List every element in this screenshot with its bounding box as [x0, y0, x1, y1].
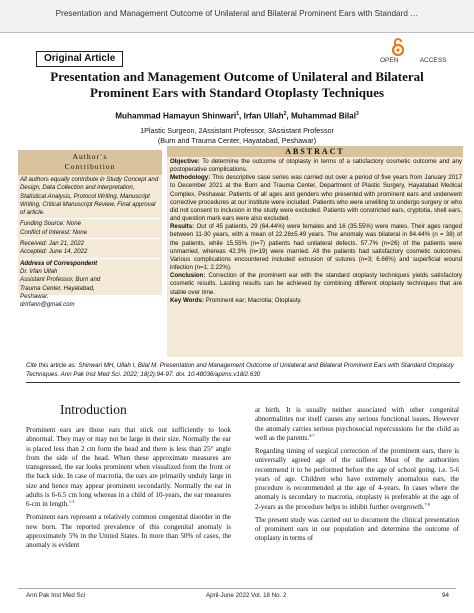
paragraph: Prominent ears are those ears that stick out sufficiently to look abnormal. They may or may not be large in their size. Normally the ear is placed less than 2 cm form the head and there is less than 25° angle from the side of the head. When these approximate measures are transgressed, the ear looks prominent when visualized from the front or the back side. In case of macrotia, the ears are primarily unduly large in size and hence may appear prominent secondarily. Normally the ear in adults is 6-6.5 cm long whereas in a child of 10-years, the ear measures 6-cm in length.$^{1-3}$	[26, 426, 231, 508]
divider	[26, 382, 460, 383]
correspondent-email[interactable]: drirfann@gmail.com	[20, 301, 75, 309]
paragraph: The present study was carried out to document the clinical presentation of prominent ears in our population and determine the outcome of otoplasty in terms of	[255, 515, 459, 543]
abstract-text: Objective: To determine the outcome of otoplasty in terms of a satisfactory cosmetic outcome and any postoperative complications. Methodology: This descriptive case series was carried out over a period of five years from January 2017 to December 2021 at the Burn and Trauma Center, Department of Plastic Surgery, Hayatabad Medical Complex, Peshawar. Patients of all ages and genders who presented with prominent ears and underwent corrective procedures at our institute were included. Patients who were unwilling to undergo surgery or who did not consent to inclusion in the study were excluded. Patients with constricted ears, cryptotia, shell ears, and question mark ears were also excluded. Results: Out of 45 patients, 29 (64.44%) were females and 16 (35.55%) were males. Their ages ranged between 11-30 years, with a mean of 22.28±5.49 years. The anomaly was bilateral in 84.44% (n = 38) of the patients, while 15.55% (n=7) patients had unilateral defects. 57.7% (n=26) of the patients were unmarried, whereas 42.3% (n=19) were married. All the patients had satisfactory cosmetic outcomes. Various complications encountered included extrusion of sutures (n=3; 6.66%) and superficial wound infection (n=1; 2.22%). Conclusion: Correction of the prominent ear with the standard otoplasty techniques yields satisfactory cosmetic results. Lasting results can be achieved by combining different otoplasty techniques that are stable over time. Key Words: Prominent ear; Macrotia; Otoplasty.	[170, 158, 463, 304]
article-title: Presentation and Management Outcome of Unilateral and Bilateral Prominent Ears with Standard Otoplasty Techniques	[50, 69, 424, 100]
article-type-badge: Original Article	[36, 51, 123, 67]
open-access-icon	[391, 38, 405, 56]
affiliation: 1Plastic Surgeon, 2Assistant Professor, 3Assistant Professor (Burn and Trauma Center, Hayatabad, Peshawar)	[140, 126, 334, 145]
footer-journal: Ann Pak Inst Med Sci	[26, 592, 86, 599]
paragraph: at birth. It is usually neither associated with other congenital abnormalities nor itself causes any serious functional issues. However the anomaly carries serious psychosocial repercussions for the child as well as the parents.$^{4-7}$	[255, 406, 459, 442]
running-title: Presentation and Management Outcome of Unilateral and Bilateral Prominent Ears with Standard …	[55, 9, 419, 18]
body-column-left	[26, 426, 231, 554]
author-name: Irfan Ullah	[243, 111, 284, 121]
page-number: 94	[442, 592, 449, 599]
author-name: Muhammad Hamayun Shinwari	[115, 111, 237, 121]
footer-issue: April-June 2022 Vol. 18 No. 2	[206, 592, 287, 599]
contribution-heading: Author`s Contribution	[18, 150, 162, 175]
open-access-label: OPEN ACCESS	[380, 57, 447, 64]
footer-rule	[18, 588, 456, 589]
author-name: Muhammad Bilal	[290, 111, 357, 121]
sidebar-content: All authors equally contribute in Study Concept and Design, Data Collection and interpretation, Statistical Analysis, Protocol Writing, Manuscript Writing, Critical Manuscript Review, Final approval of article. Funding Source: None Conflict of Interest: None Received: Jan 21, 2022 Accepted: June 14, 2022 Address of Correspondent Dr. Irfan Ullah Assistant Professor, Burn and Trauma Center, Hayatabad, Peshawar. drirfann@gmail.com	[20, 176, 159, 309]
funding-source: Funding Source: None	[20, 220, 81, 228]
paragraph: Regarding timing of surgical correction of the prominent ears, there is universally agreed age of the sufferer. Most of the authorities recommend it to be performed before the age of school going. i.e. 5-6 years of age. Children who have extremely anomalous ears, the procedure is recommended at the age of 4-years. In cases where the anomaly is secondary to macrotia, otoplasty is preferable at the age of 2-years as the procedure helps to inhibit further overgrowth.$^{7-9}$	[255, 447, 459, 511]
correspondent-heading: Address of Correspondent	[20, 259, 98, 267]
paragraph: Prominent ears represent a relatively common congenital disorder in the new born. The reported prevalence of this congenital anomaly is approximately 5% in the United States. In more than 50% of cases, the anomaly is evident	[26, 513, 231, 549]
section-heading-introduction: Introduction	[60, 402, 127, 417]
accepted-date: Accepted: June 14, 2022	[20, 248, 88, 256]
received-date: Received: Jan 21, 2022	[20, 240, 85, 248]
abstract-heading: ABSTRACT	[167, 146, 463, 157]
author-list: Muhammad Hamayun Shinwari$^1$, Irfan Ullah$^2$, Muhammad Bilal$^3$	[115, 111, 359, 121]
conflict-of-interest: Conflict of Interest: None	[20, 228, 88, 236]
body-column-right	[255, 406, 459, 548]
contribution-text: All authors equally contribute in Study Concept and Design, Data Collection and interpretation, Statistical Analysis, Protocol Writing, Manuscript Writing, Critical Manuscript Review, Final approval of article.	[20, 176, 159, 217]
citation: Cite this article as: Shinwari MH, Ullah I, Bilal M. Presentation and Management Outcome of Unilateral and Bilateral Prominent Ears with Standard Otoplasty Techniques. Ann Pak Inst Med Sci. 2022; 18(2):94-97. doi. 10.48036/apims.v18i2.630	[26, 362, 454, 378]
